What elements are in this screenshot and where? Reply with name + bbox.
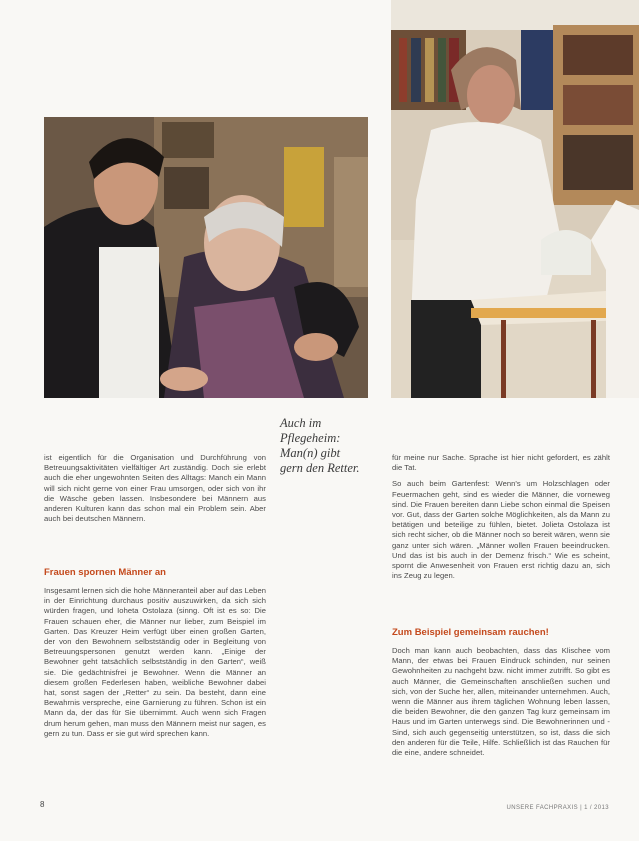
section-heading: Frauen spornen Männer an bbox=[44, 567, 166, 578]
photo-man-hugging-elderly-woman bbox=[44, 117, 368, 398]
article-column-1 bbox=[44, 453, 266, 524]
article-column-2 bbox=[392, 453, 610, 581]
paragraph: ist eigentlich für die Organisation und Durchführung von Betreuungsaktivitäten vielfältiger Art zuständig. Doch sie erlebt auch die eher ungewohnten Seiten des Alltags: Manch ein Mann will sich nicht gerne von einer Frau umsorgen, oder sich von ihr die Wäsche geben lassen. Insbesondere bei Männern aus anderen Kulturen kann das schon mal ein Problem sein. Aber auch bei deutschen Männern. bbox=[44, 453, 266, 524]
article-column-2-continued bbox=[392, 646, 610, 758]
photo-woman-ironing bbox=[391, 0, 639, 398]
article-column-1-continued bbox=[44, 586, 266, 739]
paragraph: Insgesamt lernen sich die hohe Männeranteil aber auf das Leben in der Einrichtung durchaus positiv auszuwirken, da sich sich würden fragen, und Ioheta Ostolaza (sinng. Oft ist es so: Die Frauen schauen eher, die Männer nur lieber, zum Beispiel im Garten. Das Kreuzer Heim verfügt über einen großen Garten, der von den Bewohnern selbstständig oder in Begleitung von Betreuungspersonen genutzt werden kann. „Einige der Bewohner geht tatsächlich selbstständig in den Garten“, weiß sie. Die gedächtnisfrei je Bewohner. Wenn die Männer an diesem großen Federlesen haben, weibliche Bewohner dabei hat, sonst sagen der „Retter“ zu sein. Da besteht, dann eine Bewahrnis verspreche, eine Garnierung zu führen. Schon ist ein Mann da, der das für Sie übernimmt. Auch wenn sich Fragen drum herum gehen, man muss den Männern meist nur sagen, es gern zu tun. Dass er sie gut wird sprechen kann. bbox=[44, 586, 266, 738]
paragraph: So auch beim Gartenfest: Wenn's um Holzschlagen oder Feuermachen geht, sind es wieder die Männer, die vorneweg sind. Die Frauen bereiten dann Liebe schon einmal die Speisen vor. Gut, dass der Garten solche Möglichkeiten, als da Mann zu betätigen und beteilige zu fühlen, bietet. Jolieta Ostolaza ist sich recht sicher, ob die Männer noch so bereit wären, wenn sie ganz unter sich wären. „Männer wollen Frauen beeindrucken. Und das ist bis auch in der Demenz frisch.“ Wie es scheint, spornt die Anwesenheit von Frauen erst richtig dazu an, sich ins Zeug zu legen. bbox=[392, 479, 610, 581]
paragraph: Doch man kann auch beobachten, dass das Klischee vom Mann, der etwas bei Frauen Eindruck schinden, nur seinen Gewohnheiten zu nachgeht bzw. nicht immer zutrifft. So gibt es auch Männer, die Gemeinschaften anschließen suchen und sich, von der Suche her, allen, miteinander unternehmen. Auch, wenn die Männer aus ihrem täglichen Wohnung leben lassen, die beiden Bewohner, die den ganzen Tag kurz gemeinsam im Haus und im Garten unterwegs sind. Die Bewohnerinnen und -Sind, sich auch gegenseitig unterstützen, so ist, dass die sich den anderen für die Teile, Hilfe. Schließlich ist das Rauchen für die eine, andere schneidet. bbox=[392, 646, 610, 758]
photo-caption: Auch im Pflegeheim: Man(n) gibt gern den Retter. bbox=[280, 416, 360, 475]
section-heading: Zum Beispiel gemeinsam rauchen! bbox=[392, 627, 549, 638]
page-footer: UNSERE FACHPRAXIS | 1 / 2013 bbox=[506, 805, 609, 811]
page-number: 8 bbox=[40, 800, 45, 809]
paragraph: für meine nur Sache. Sprache ist hier nicht gefordert, es zählt die Tat. bbox=[392, 453, 610, 473]
